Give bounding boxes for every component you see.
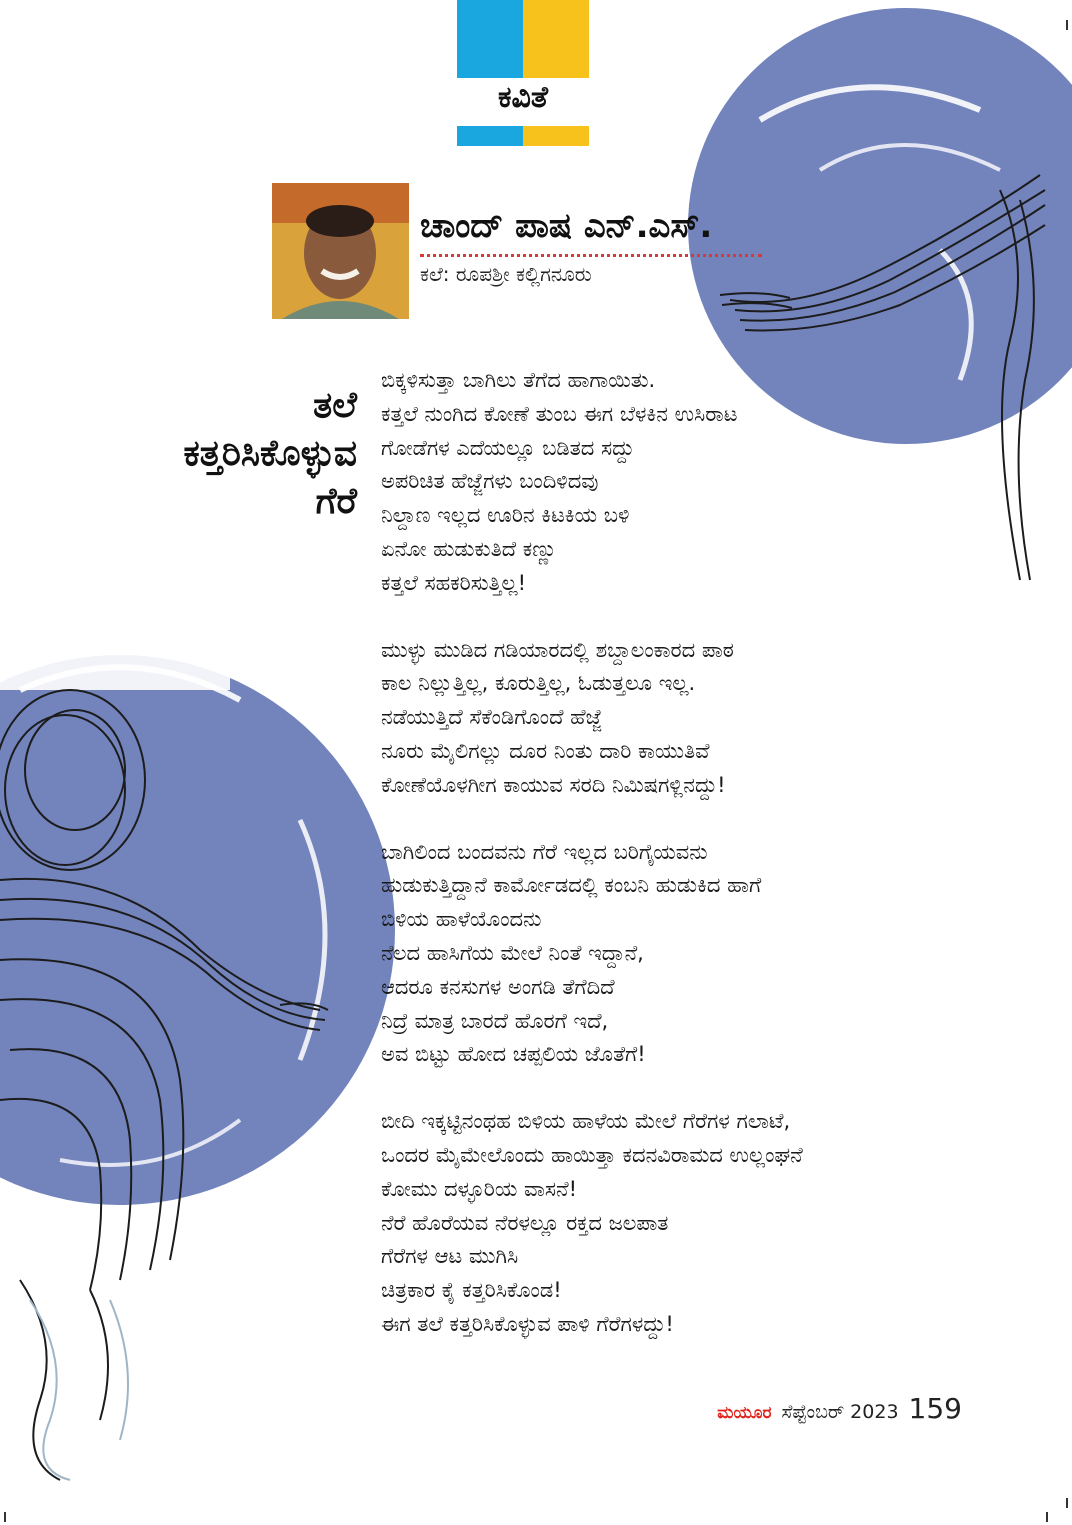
- poem-line: ಆದರೂ ಕನಸುಗಳ ಅಂಗಡಿ ತೆಗೆದಿದೆ: [381, 974, 615, 999]
- poem-body: [381, 364, 981, 1342]
- name-divider: [420, 254, 762, 257]
- poem-line: ಬಿಳಿಯ ಹಾಳೆಯೊಂದನು: [381, 907, 542, 932]
- poem-line: ಕಾಲ ನಿಲ್ಲುತ್ತಿಲ್ಲ, ಕೂರುತ್ತಿಲ್ಲ, ಓಡುತ್ತಲೂ ಇಲ್ಲ.: [381, 671, 696, 696]
- poem-line: ಏನೋ ಹುಡುಕುತಿದೆ ಕಣ್ಣು: [381, 536, 557, 561]
- issue-date: ಸೆಪ್ಟೆಂಬರ್ 2023: [781, 1401, 899, 1423]
- poem-line: ಕತ್ತಲೆ ಸಹಕರಿಸುತ್ತಿಲ್ಲ!: [381, 570, 526, 595]
- poem-line: ನಿದ್ರೆ ಮಾತ್ರ ಬಾರದೆ ಹೊರಗೆ ಇದೆ,: [381, 1008, 609, 1033]
- section-color-block-yellow: [523, 0, 589, 78]
- poem-line: ಕೋಣೆಯೊಳಗೀಗ ಕಾಯುವ ಸರದಿ ನಿಮಿಷಗಳ್ಲಿನದ್ದು!: [381, 772, 726, 797]
- poem-title-line: ಗೆರೆ: [315, 481, 357, 522]
- poem-line: ಮುಳ್ಳು ಮುಡಿದ ಗಡಿಯಾರದಲ್ಲಿ ಶಬ್ದಾಲಂಕಾರದ ಪಾಠ: [381, 637, 734, 662]
- poem-line: ನಡೆಯುತ್ತಿದೆ ಸೆಕೆಂಡಿಗೊಂದೆ ಹೆಜ್ಜೆ: [381, 705, 602, 730]
- crop-mark: [1066, 1498, 1068, 1508]
- poem-line: ನಿಲ್ದಾಣ ಇಲ್ಲದ ಊರಿನ ಕಿಟಕಿಯ ಬಳಿ: [381, 503, 630, 528]
- magazine-logo: ಮಯೂರ: [717, 1403, 772, 1423]
- section-underline-blue: [457, 126, 523, 146]
- poem-stanza: [381, 364, 981, 601]
- poem-title: [184, 382, 357, 526]
- poem-line: ಕೋಮು ದಳ್ಳೂರಿಯ ವಾಸನೆ!: [381, 1176, 577, 1201]
- poem-line: ಒಂದರ ಮೈಮೇಲೊಂದು ಹಾಯಿತ್ತಾ ಕದನವಿರಾಮದ ಉಲ್ಲಂಘನೆ: [381, 1142, 803, 1167]
- blue-circle-bottom: [0, 655, 395, 1205]
- poem-line: ಬೀದಿ ಇಕ್ಕಟ್ಟಿನಂಥಹ ಬಿಳಿಯ ಹಾಳೆಯ ಮೇಲೆ ಗೆರೆಗಳ ಗಲಾಟೆ,: [381, 1109, 791, 1134]
- author-portrait: [272, 183, 409, 319]
- page-footer: [717, 1392, 962, 1425]
- poem-line: ನೆಲದ ಹಾಸಿಗೆಯ ಮೇಲೆ ನಿಂತೆ ಇದ್ದಾನೆ,: [381, 940, 644, 965]
- section-color-block-blue: [457, 0, 523, 78]
- poem-line: ಹುಡುಕುತ್ತಿದ್ದಾನೆ ಕಾರ್ಮೋಡದಲ್ಲಿ ಕಂಬನಿ ಹುಡುಕಿದ ಹಾಗೆ: [381, 873, 762, 898]
- poem-line: ಬಿಕ್ಕಳಿಸುತ್ತಾ ಬಾಗಿಲು ತೆಗೆದ ಹಾಗಾಯಿತು.: [381, 368, 656, 392]
- poem-line: ಕತ್ತಲೆ ನುಂಗಿದ ಕೋಣೆ ತುಂಬ ಈಗ ಬೆಳಕಿನ ಉಸಿರಾಟ: [381, 401, 738, 426]
- poem-stanza: [381, 634, 981, 803]
- poem-line: ಗೋಡೆಗಳ ಎದೆಯಲ್ಲೂ ಬಡಿತದ ಸದ್ದು: [381, 435, 635, 460]
- poem-line: ಅಪರಿಚಿತ ಹೆಜ್ಜೆಗಳು ಬಂದಿಳಿದವು: [381, 469, 599, 494]
- poem-line: ಗೆರೆಗಳ ಆಟ ಮುಗಿಸಿ: [381, 1244, 519, 1269]
- page-number: 159: [908, 1392, 962, 1425]
- poem-line: ಬಾಗಿಲಿಂದ ಬಂದವನು ಗೆರೆ ಇಲ್ಲದ ಬರಿಗೈಯವನು: [381, 839, 708, 864]
- art-credit: ಕಲೆ: ರೂಪಶ್ರೀ ಕಲ್ಲಿಗನೂರು: [420, 262, 592, 286]
- crop-mark: [1066, 20, 1068, 30]
- poem-line: ಚಿತ್ರಕಾರ ಕೈ ಕತ್ತರಿಸಿಕೊಂಡ!: [381, 1278, 562, 1303]
- poem-line: ನೆರೆ ಹೊರೆಯವ ನೆರಳಲ್ಲೂ ರಕ್ತದ ಜಲಪಾತ: [381, 1210, 669, 1235]
- poem-stanza: [381, 1105, 981, 1342]
- poem-title-line: ತಲೆ: [313, 385, 357, 426]
- poem-title-line: ಕತ್ತರಿಸಿಕೊಳ್ಳುವ: [183, 433, 357, 474]
- crop-mark: [4, 1512, 6, 1522]
- crop-mark: [1046, 1512, 1048, 1522]
- poem-line: ಈಗ ತಲೆ ಕತ್ತರಿಸಿಕೊಳ್ಳುವ ಪಾಳಿ ಗೆರೆಗಳದ್ದು!: [381, 1311, 674, 1336]
- section-label: ಕವಿತೆ: [498, 80, 548, 115]
- poem-line: ಅವ ಬಿಟ್ಟು ಹೋದ ಚಪ್ಪಲಿಯ ಜೊತೆಗೆ!: [381, 1042, 646, 1067]
- author-name: ಚಾಂದ್ ಪಾಷ ಎನ್.ಎಸ್.: [420, 206, 713, 246]
- poem-stanza: [381, 836, 981, 1073]
- section-underline-yellow: [523, 126, 589, 146]
- poem-line: ನೂರು ಮೈಲಿಗಲ್ಲು ದೂರ ನಿಂತು ದಾರಿ ಕಾಯುತಿವೆ: [381, 738, 710, 763]
